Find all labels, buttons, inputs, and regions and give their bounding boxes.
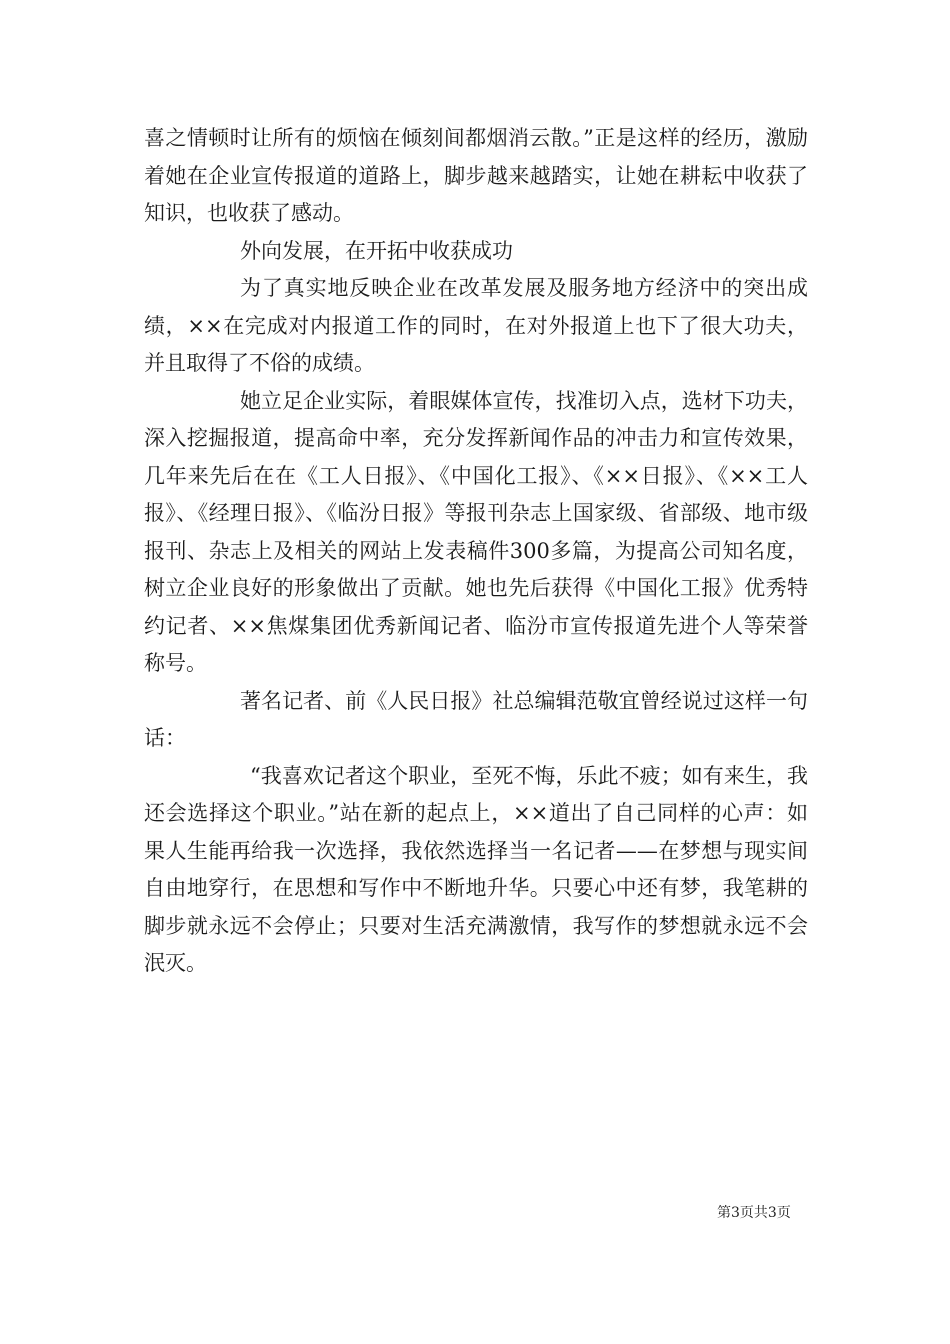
paragraph-continuation: 喜之情顿时让所有的烦恼在倾刻间都烟消云散。”正是这样的经历，激励着她在企业宣传报道的道路上，脚步越来越踏实，让她在耕耘中收获了知识，也收获了感动。 bbox=[144, 126, 808, 225]
paragraph-quote: “我喜欢记者这个职业，至死不悔，乐此不疲；如有来生，我还会选择这个职业。”站在新的起点上，××道出了自己同样的心声：如果人生能再给我一次选择，我依然选择当一名记者——在梦想与现实间自由地穿行，在思想和写作中不断地升华。只要心中还有梦，我笔耕的脚步就永远不会停止；只要对生活充满激情，我写作的梦想就永远不会泯灭。 bbox=[144, 763, 808, 975]
document-body bbox=[144, 120, 808, 983]
page-number: 第3页共3页 bbox=[717, 1205, 791, 1221]
paragraph-external-reporting: 为了真实地反映企业在改革发展及服务地方经济中的突出成绩，××在完成对内报道工作的同时，在对外报道上也下了很大功夫，并且取得了不俗的成绩。 bbox=[144, 276, 808, 375]
paragraph-achievements: 她立足企业实际，着眼媒体宣传，找准切入点，选材下功夫，深入挖掘报道，提高命中率，充分发挥新闻作品的冲击力和宣传效果，几年来先后在在《工人日报》、《中国化工报》、《××日报》、《××工人报》、《经理日报》、《临汾日报》等报刊杂志上国家级、省部级、地市级报刊、杂志上及相关的网站上发表稿件300多篇，为提高公司知名度，树立企业良好的形象做出了贡献。她也先后获得《中国化工报》优秀特约记者、××焦煤集团优秀新闻记者、临汾市宣传报道先进个人等荣誉称号。 bbox=[144, 388, 808, 675]
section-heading: 外向发展，在开拓中收获成功 bbox=[240, 238, 513, 263]
paragraph-quote-intro: 著名记者、前《人民日报》社总编辑范敬宜曾经说过这样一句话： bbox=[144, 688, 808, 750]
